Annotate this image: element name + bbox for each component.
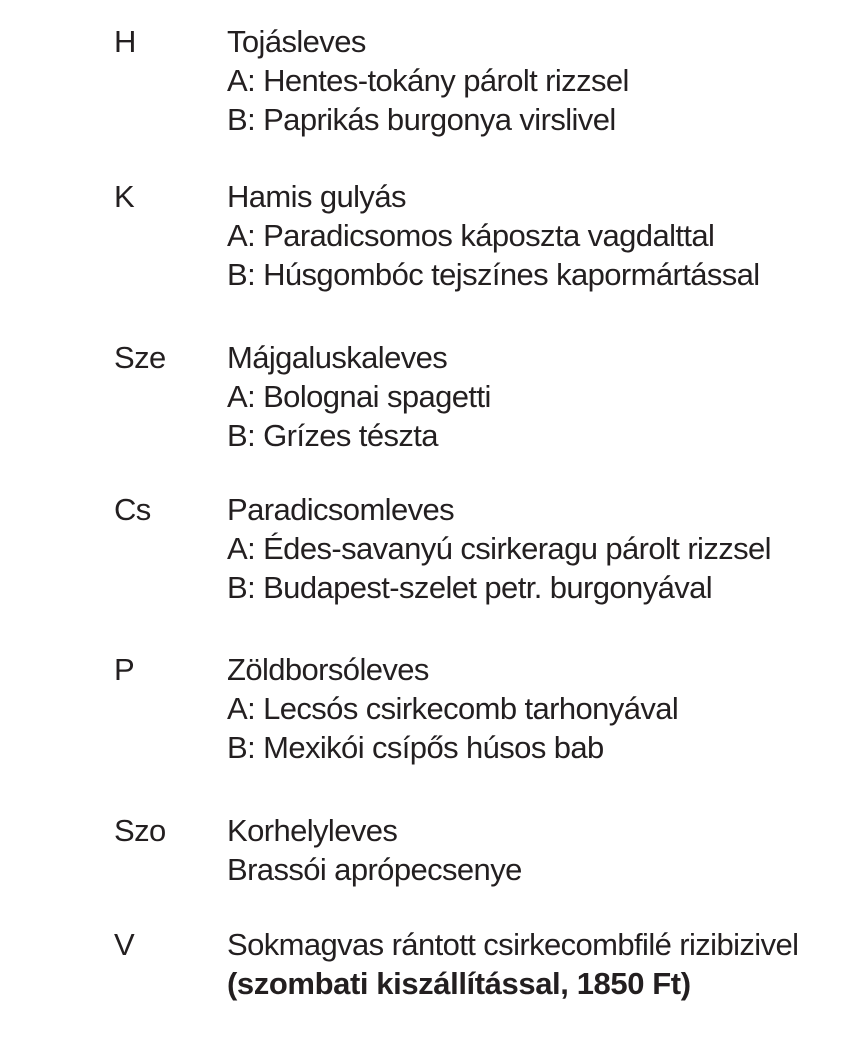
main-dish-a: A: Édes-savanyú csirkeragu párolt rizzsel [227,531,771,566]
dish-list [227,925,857,1003]
soup-item: Májgaluskaleves [227,340,448,375]
dish-list [227,811,857,889]
main-dish-a: A: Paradicsomos káposzta vagdalttal [227,218,715,253]
dish-list [227,22,857,139]
day-label: Sze [114,340,166,375]
dish-list [227,177,857,294]
main-dish-b: B: Paprikás burgonya virslivel [227,102,616,137]
dish-list [227,338,857,455]
main-dish-b: B: Budapest-szelet petr. burgonyával [227,570,713,605]
day-label: V [114,927,135,962]
main-dish-b: B: Grízes tészta [227,418,438,453]
soup-item: Hamis gulyás [227,179,406,214]
delivery-note: (szombati kiszállítással, 1850 Ft) [227,966,691,1001]
main-dish-a: A: Lecsós csirkecomb tarhonyával [227,691,679,726]
main-dish: Sokmagvas rántott csirkecombfilé rizibizivel [227,927,799,962]
day-label: Szo [114,813,166,848]
main-dish: Brassói aprópecsenye [227,852,522,887]
main-dish-b: B: Mexikói csípős húsos bab [227,730,604,765]
main-dish-a: A: Bolognai spagetti [227,379,491,414]
day-label: K [114,179,135,214]
day-label: H [114,24,136,59]
soup-item: Tojásleves [227,24,366,59]
soup-item: Korhelyleves [227,813,398,848]
soup-item: Zöldborsóleves [227,652,429,687]
main-dish-b: B: Húsgombóc tejszínes kapormártással [227,257,760,292]
dish-list [227,490,857,607]
day-label: P [114,652,135,687]
soup-item: Paradicsomleves [227,492,455,527]
day-label: Cs [114,492,151,527]
dish-list [227,650,857,767]
main-dish-a: A: Hentes-tokány párolt rizzsel [227,63,629,98]
